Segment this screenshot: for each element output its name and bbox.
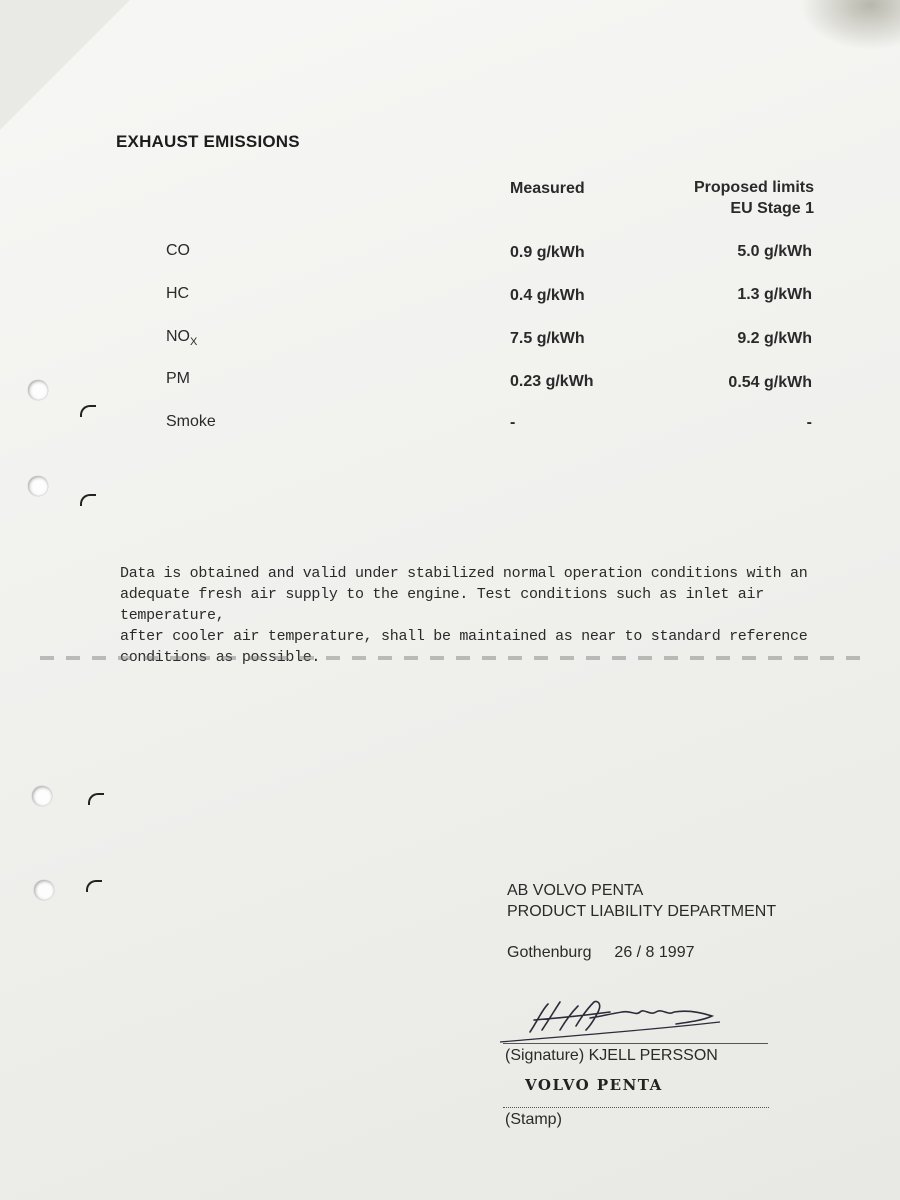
stamp-line <box>503 1107 769 1108</box>
row-measured-nox: 7.5 g/kWh <box>510 330 585 347</box>
department-name: PRODUCT LIABILITY DEPARTMENT <box>507 903 777 920</box>
company-name: AB VOLVO PENTA <box>507 882 644 899</box>
row-measured-pm: 0.23 g/kWh <box>510 373 594 390</box>
row-label-hc: HC <box>166 285 190 302</box>
note-line: Data is obtained and valid under stabilized normal operation conditions with an <box>120 565 808 582</box>
binder-hole <box>34 880 54 900</box>
note-line: conditions as possible. <box>120 649 321 666</box>
conditions-note <box>120 563 820 668</box>
row-measured-co: 0.9 g/kWh <box>510 244 585 261</box>
column-header-limits-line2: EU Stage 1 <box>730 200 814 217</box>
hole-mark <box>80 405 96 417</box>
city: Gothenburg <box>507 944 592 961</box>
row-limit-nox: 9.2 g/kWh <box>737 330 812 347</box>
row-limit-smoke: - <box>806 414 812 431</box>
signature-line <box>503 1043 768 1044</box>
issuer-block <box>507 880 776 922</box>
row-label-pm: PM <box>166 370 190 387</box>
dashed-separator <box>40 656 860 660</box>
hole-mark <box>86 880 102 892</box>
date: 26 / 8 1997 <box>614 944 695 961</box>
document-title: EXHAUST EMISSIONS <box>116 132 300 151</box>
column-header-limits <box>620 177 814 219</box>
row-limit-hc: 1.3 g/kWh <box>737 286 812 303</box>
column-header-limits-line1: Proposed limits <box>693 179 814 196</box>
corner-shadow <box>800 0 900 50</box>
column-header-measured: Measured <box>510 180 585 197</box>
note-line: adequate fresh air supply to the engine. Test conditions such as inlet air temperature, <box>120 586 764 624</box>
place-date <box>507 944 695 962</box>
company-stamp: VOLVO PENTA <box>525 1076 663 1094</box>
page-fold <box>0 0 130 130</box>
binder-hole <box>32 786 52 806</box>
row-limit-co: 5.0 g/kWh <box>737 243 812 260</box>
row-label-co: CO <box>166 242 190 259</box>
row-measured-smoke: - <box>510 414 516 431</box>
hole-mark <box>80 494 96 506</box>
signature-caption: (Signature) KJELL PERSSON <box>505 1047 718 1064</box>
hole-mark <box>88 793 104 805</box>
stamp-caption: (Stamp) <box>505 1111 562 1128</box>
row-limit-pm: 0.54 g/kWh <box>728 374 812 391</box>
binder-hole <box>28 380 48 400</box>
row-label-nox-main: NO <box>166 328 190 345</box>
binder-hole <box>28 476 48 496</box>
row-label-nox-subscript: X <box>190 336 198 348</box>
note-line: after cooler air temperature, shall be maintained as near to standard reference <box>120 628 808 645</box>
row-label-smoke: Smoke <box>166 413 216 430</box>
row-label-nox <box>166 328 197 346</box>
handwritten-signature <box>490 990 770 1050</box>
row-measured-hc: 0.4 g/kWh <box>510 287 585 304</box>
